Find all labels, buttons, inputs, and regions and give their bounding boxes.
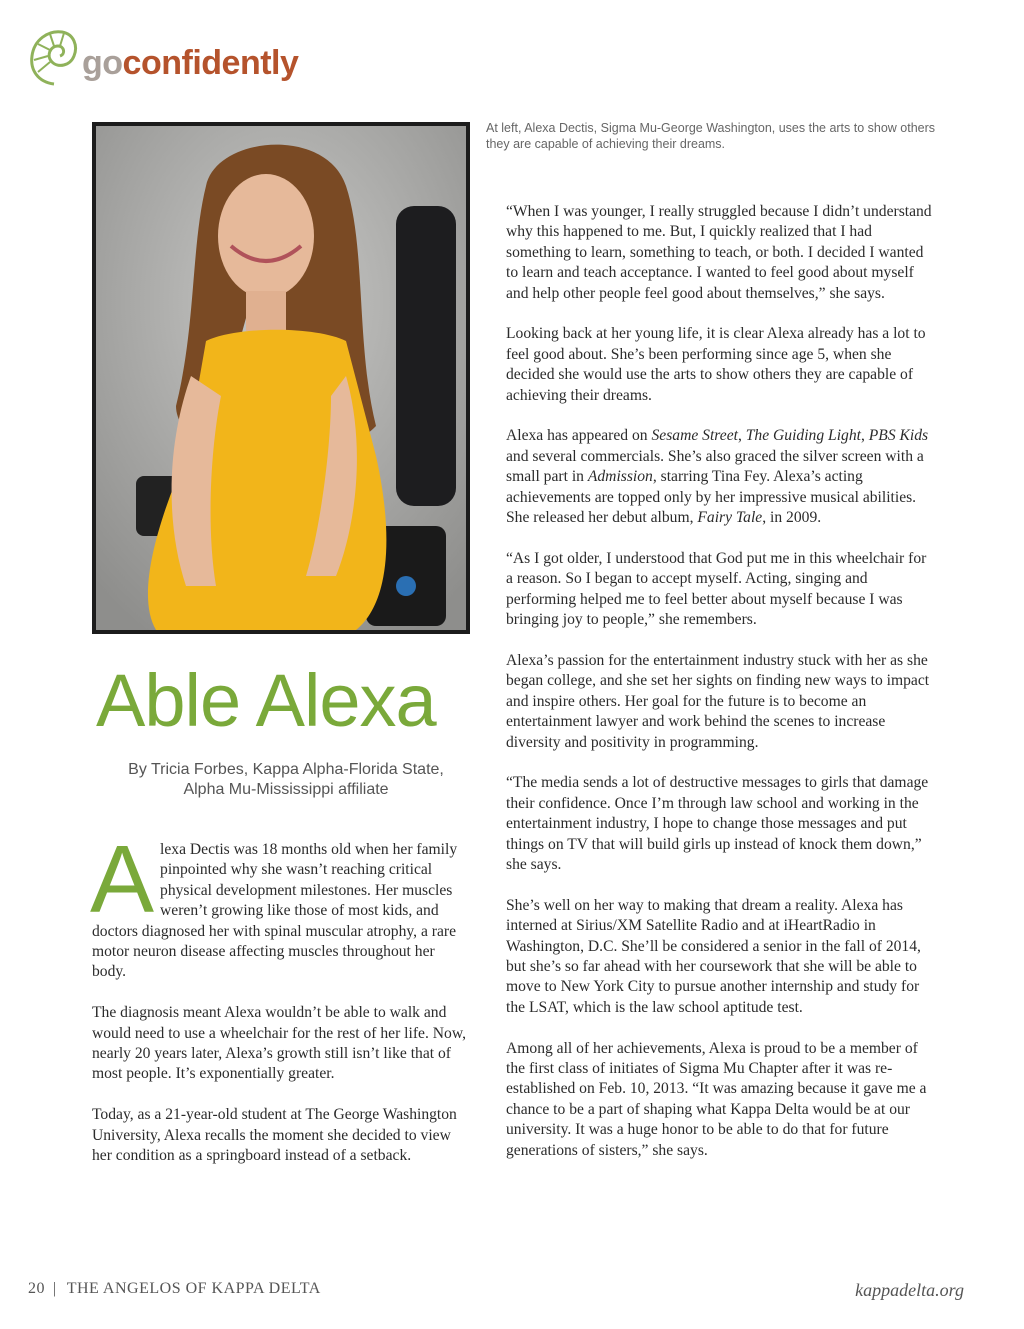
text-run: , in 2009. <box>762 509 822 527</box>
paragraph: Looking back at her young life, it is clear Alexa already has a lot to feel good about. She’s been performing since age 5, when she decided she would use the arts to show others they are capable of achieving their dreams. <box>506 325 926 404</box>
paragraph: Alexa’s passion for the entertainment industry stuck with her as she began college, and she set her sights on finding new ways to impact and inspire others. Her goal for the future is to become an entertainment lawyer and work behind the scenes to increase diversity and positivity in programming. <box>506 651 930 751</box>
article-left-column <box>90 826 472 1187</box>
text-run: , starring Tina Fey. Alexa’s acting achievements are topped only by her impressive musical abilities. She released her debut album, <box>506 468 917 527</box>
text-run: and several commercials. She’s also graced the silver screen with a small part in <box>506 447 924 486</box>
paragraph: She’s well on her way to making that dream a reality. Alexa has interned at Sirius/XM Satellite Radio and at iHeartRadio in Washington, D.C. She’ll be considered a senior in the fall of 2014, but she’s so far ahead with her coursework that she will be able to move to New York City to pursue another internship and study for the LSAT, which is the law school aptitude test. <box>506 896 921 1016</box>
text-run: , <box>737 427 746 445</box>
footer-website: kappadelta.org <box>855 1280 964 1300</box>
photo-caption: At left, Alexa Dectis, Sigma Mu-George Washington, uses the arts to show others they are capable of achieving their dreams. <box>486 121 936 151</box>
text-run: , <box>860 427 869 445</box>
paragraph <box>90 826 472 983</box>
italic-title: Admission <box>587 468 653 486</box>
paragraph: “As I got older, I understood that God put me in this wheelchair for a reason. So I began to accept myself. Acting, singing and performing helped me to feel better about myself because I was bringing joy to people,” she remembers. <box>506 549 927 629</box>
italic-title: PBS Kids <box>868 427 929 445</box>
paragraph: “When I was younger, I really struggled because I didn’t understand why this happened to me. But, I quickly realized that I had something to learn, something to teach, or both. I decided I wanted to learn and teach acceptance. I wanted to feel good about myself and help other people feel good about themselves,” she says. <box>506 203 932 302</box>
footer-publication <box>28 1280 321 1298</box>
paragraph <box>506 426 934 528</box>
italic-title: Sesame Street <box>651 427 738 445</box>
byline-line-2: Alpha Mu-Mississippi affiliate <box>183 781 389 798</box>
byline <box>92 760 480 800</box>
italic-title: The Guiding Light <box>745 427 861 445</box>
section-title <box>82 46 298 80</box>
publication-name: THE ANGELOS OF KAPPA DELTA <box>66 1280 321 1297</box>
paragraph: The diagnosis meant Alexa wouldn’t be able to walk and would need to use a wheelchair for the rest of her life. Now, nearly 20 years later, Alexa’s growth still isn’t like that of most people. It’s exponentially greater. <box>92 1004 466 1083</box>
portrait-photo <box>92 122 470 634</box>
paragraph: “The media sends a lot of destructive messages to girls that damage their confidence. Once I’m through law school and working in the entertainment industry, I hope to change those messages and put things on TV that will build girls up instead of knock them down,” she says. <box>506 774 929 873</box>
footer-separator: | <box>53 1280 57 1297</box>
article-right-column <box>506 202 934 1181</box>
drop-cap: A <box>90 826 155 933</box>
section-title-rest: confidently <box>122 44 299 82</box>
text-run: Alexa has appeared on <box>506 427 652 445</box>
section-title-go: go <box>82 44 123 82</box>
paragraph: Among all of her achievements, Alexa is proud to be a member of the first class of initiates of Sigma Mu Chapter after it was re-established on Feb. 10, 2013. “It was amazing because it gave me a chance to be a part of shaping what Kappa Delta would be at our university. It was a huge honor to be able to do that for future generations of sisters,” she says. <box>506 1039 927 1159</box>
paragraph: Today, as a 21-year-old student at The George Washington University, Alexa recalls the moment she decided to view her condition as a springboard instead of a setback. <box>92 1106 457 1165</box>
paragraph-text: lexa Dectis was 18 months old when her family pinpointed why she wasn’t reaching critical physical development milestones. Her muscles weren’t growing like those of most kids, and doctors diagnosed her with spinal muscular atrophy, a rare motor neuron disease affecting muscles throughout her body. <box>92 841 458 981</box>
italic-title: Fairy Tale <box>697 509 763 527</box>
article-title: Able Alexa <box>96 659 436 742</box>
nautilus-shell-icon <box>28 26 80 88</box>
page-number: 20 <box>28 1280 45 1297</box>
byline-line-1: By Tricia Forbes, Kappa Alpha-Florida State, <box>128 761 444 778</box>
